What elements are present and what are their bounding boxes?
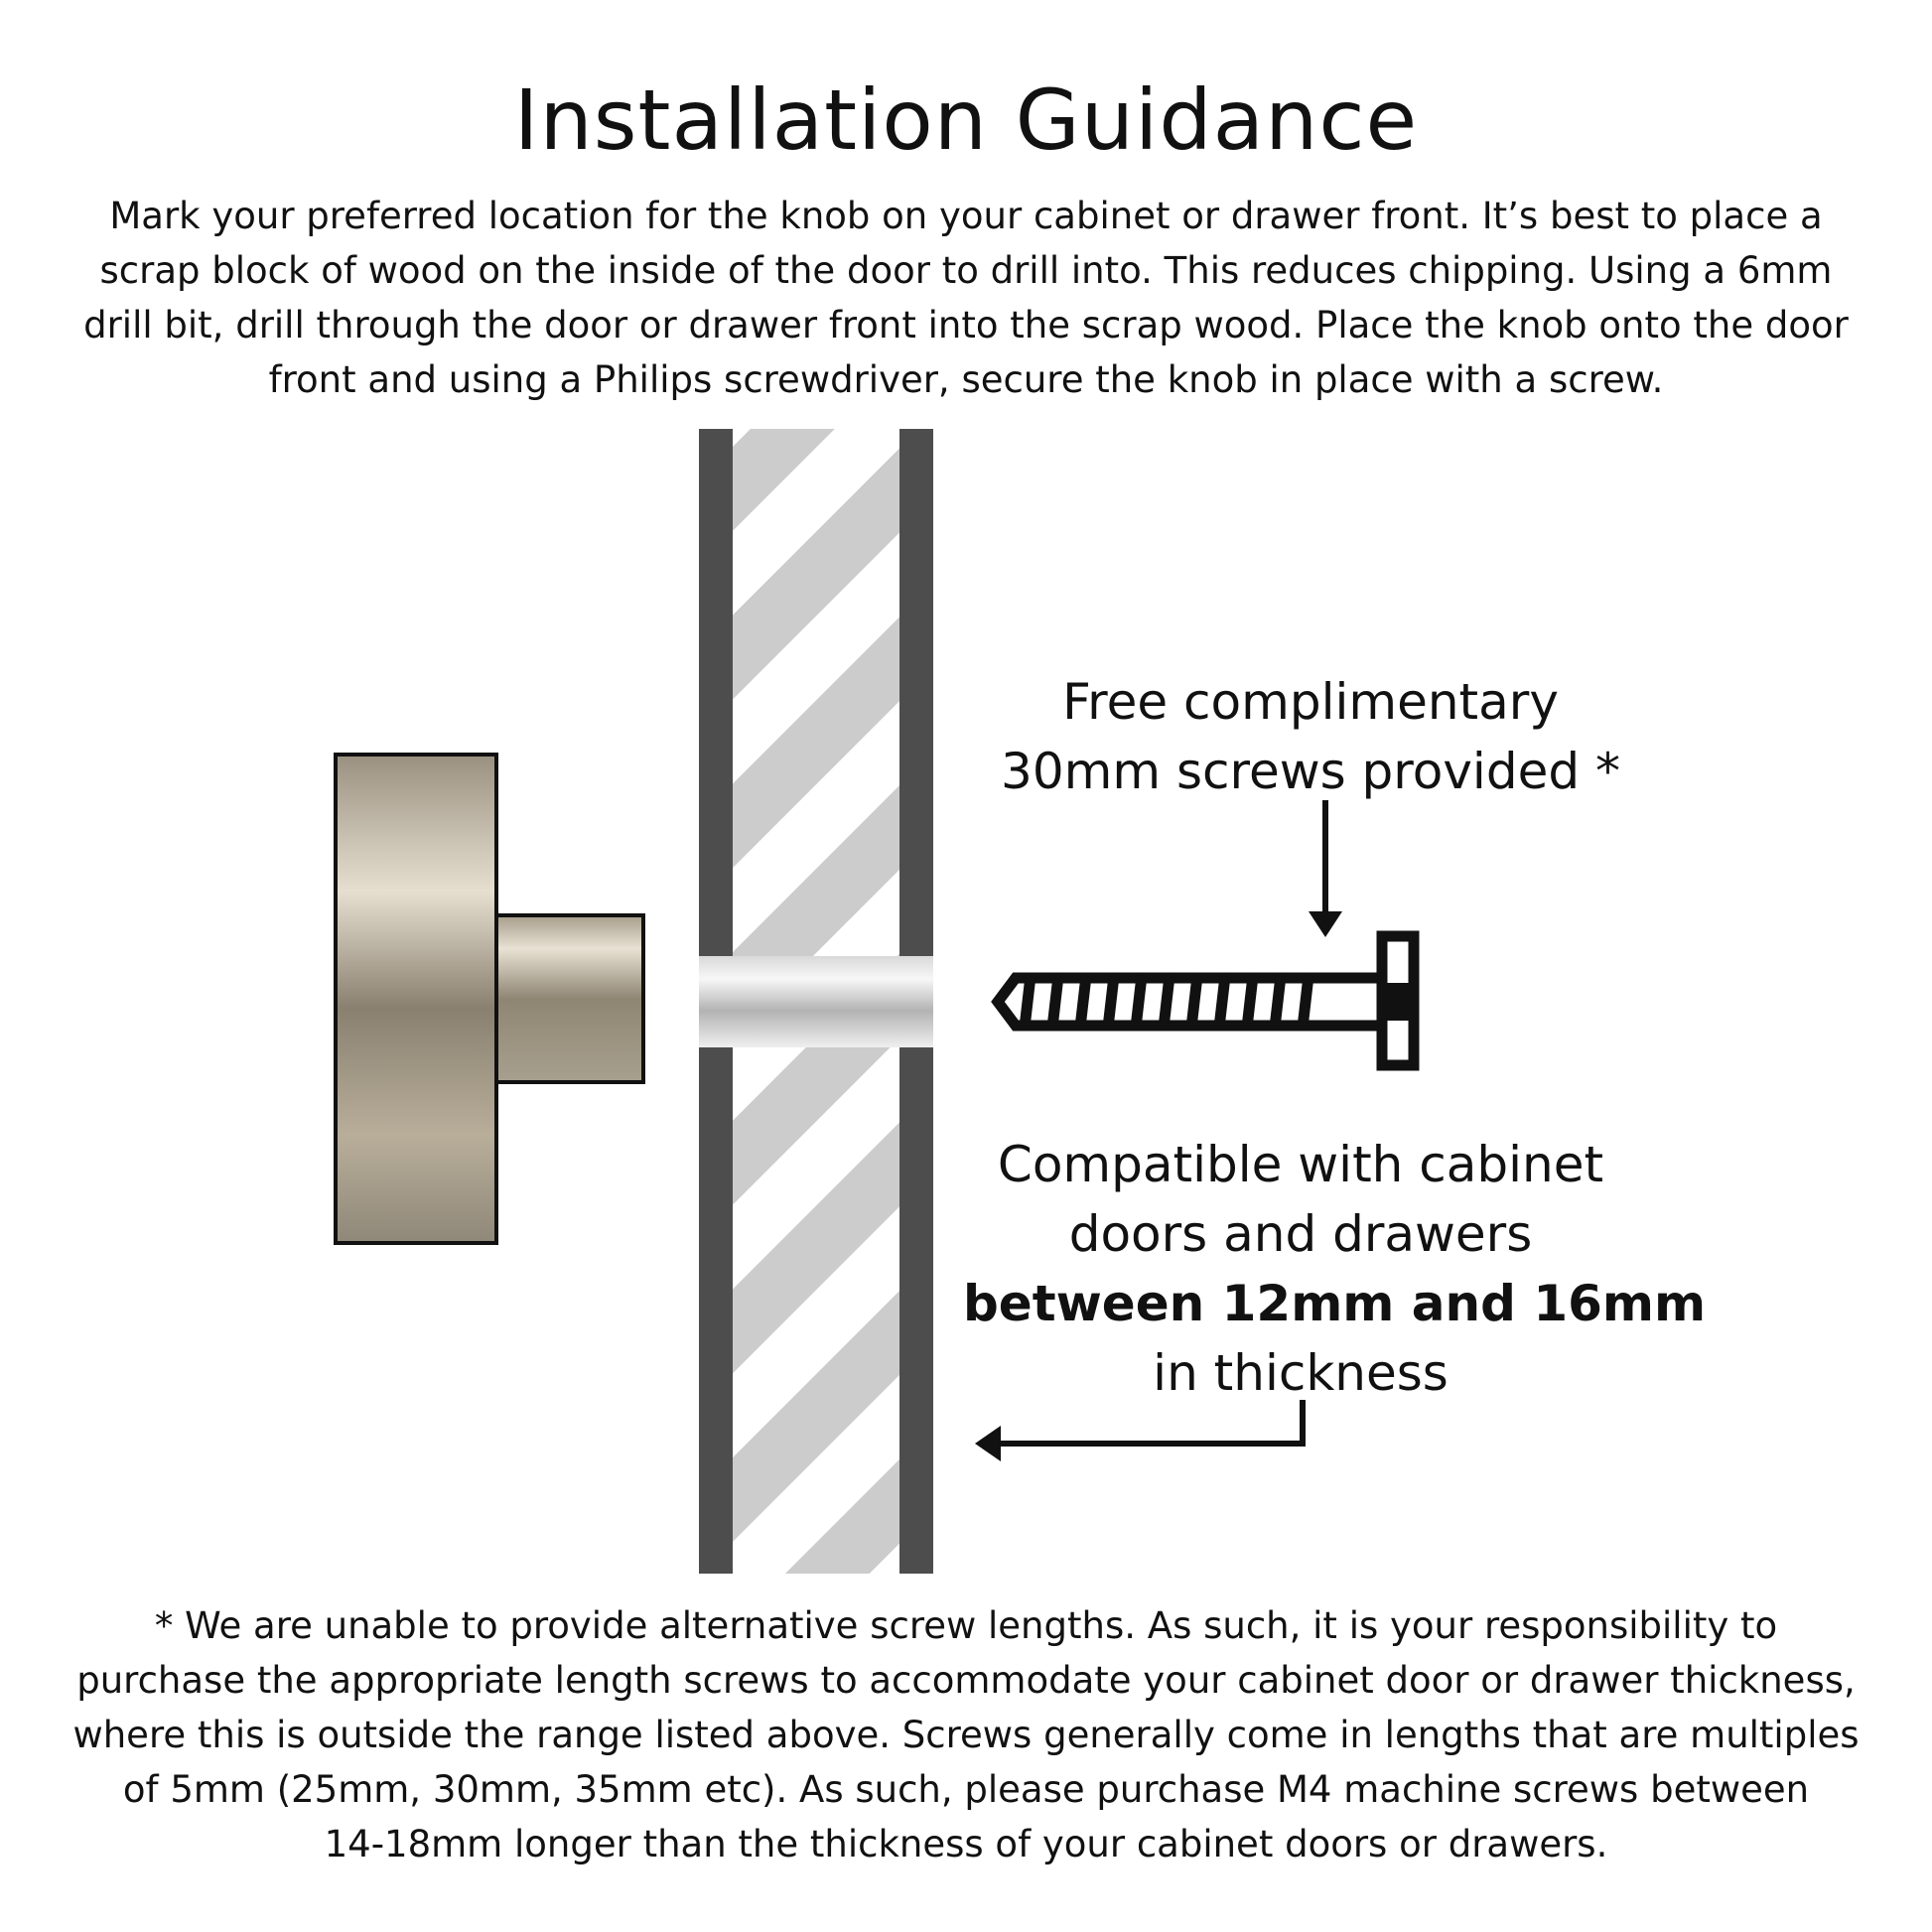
footnote-line: where this is outside the range listed above. Screws generally come in lengths that are multiples — [72, 1714, 1860, 1756]
footnote-line: 14-18mm longer than the thickness of your cabinet doors or drawers. — [324, 1823, 1608, 1865]
screws-caption-line: Free complimentary — [1062, 673, 1559, 731]
arrow-down-icon — [1309, 800, 1342, 937]
footnote-line: * We are unable to provide alternative screw lengths. As such, it is your responsibility to — [154, 1604, 1778, 1647]
screws-caption — [993, 667, 1628, 806]
knob-head — [336, 755, 496, 1243]
intro-line: drill bit, drill through the door or drawer front into the scrap wood. Place the knob onto the door — [83, 304, 1849, 346]
footnote-paragraph — [40, 1598, 1892, 1871]
arrow-left-icon — [975, 1400, 1303, 1461]
intro-line: scrap block of wood on the inside of the door to drill into. This reduces chipping. Using a 6mm — [99, 249, 1833, 292]
footnote-line: purchase the appropriate length screws to accommodate your cabinet door or drawer thickness, — [76, 1659, 1856, 1702]
intro-line: Mark your preferred location for the knob on your cabinet or drawer front. It’s best to place a — [109, 195, 1823, 237]
screws-caption-line: 30mm screws provided * — [1001, 743, 1620, 800]
compat-line: in thickness — [1153, 1344, 1449, 1402]
compat-line: Compatible with cabinet — [997, 1136, 1604, 1193]
footnote-line: of 5mm (25mm, 30mm, 35mm etc). As such, please purchase M4 machine screws between — [122, 1768, 1810, 1811]
intro-line: front and using a Philips screwdriver, secure the knob in place with a screw. — [268, 358, 1664, 401]
knob-stem — [496, 915, 643, 1082]
knob — [336, 755, 643, 1243]
compatibility-caption — [963, 1130, 1707, 1408]
screw-icon — [998, 936, 1414, 1065]
compat-line: doors and drawers — [1068, 1205, 1533, 1263]
door-cross-section — [699, 429, 933, 1574]
drill-hole-sleeve — [699, 956, 933, 1047]
page-title: Installation Guidance — [513, 71, 1419, 169]
compat-thickness-range: between 12mm and 16mm — [963, 1275, 1707, 1332]
